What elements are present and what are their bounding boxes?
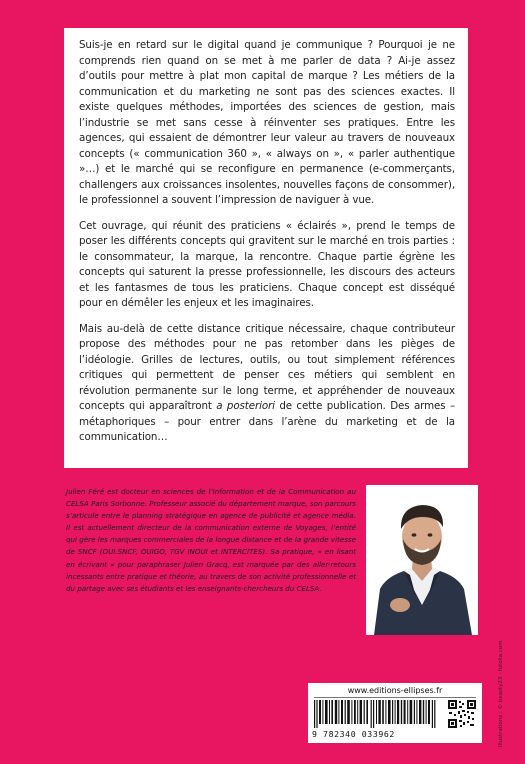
blurb-p3-end: de cette publication. Des armes – métaphoriques – pour entrer dans l’arène du marketing et de la communication…: [79, 400, 455, 443]
isbn-number: 9 782340 033962: [312, 729, 395, 739]
publisher-website: www.editions-ellipses.fr: [347, 686, 443, 695]
illustration-credit: [495, 640, 505, 750]
author-photo: [366, 485, 478, 635]
illustration-credit-text: Illustrations : © beasty23 - fotolia.com: [498, 640, 504, 747]
blurb-paragraph-1: Suis-je en retard sur le digital quand je communique ? Pourquoi je ne comprends rien quand on se met à me parler de data ? Ai-je assez d’outils pour mettre à plat mon capital de marque ? Les métiers de la communication et du marketing ne sont pas des sciences exactes. Il existe quelques méthodes, importées des sciences de gestion, mais l’industrie se met sans cesse à réinventer ses pratiques. Entre les agences, qui essaient de démontrer leur valeur au travers de nouveaux concepts (« communication 360 », « always on », « parler authentique »…) et le marché qui se reconfigure en permanence (e-commerçants, challengers aux croissances insolentes, nouvelles façons de consommer), le professionnel a souvent l’impression de naviguer à vue.: [79, 39, 455, 206]
blurb-panel: [64, 28, 468, 468]
divider: [314, 697, 476, 698]
blurb-paragraph-3: [79, 322, 455, 446]
author-bio: Julien Féré est docteur en sciences de l’Information et de la Communication au CELSA Paris Sorbonne. Professeur associé du département marque, son parcours s’articule entre le planning stratégique en agence de publicité et agence média. Il est actuellement directeur de la communication externe de Voyages, l’entité qui gère les marques commerciales de la longue distance et de la grande vitesse de SNCF (OUI.SNCF, OUIGO, TGV INOUI et INTERCITES). Sa pratique, « en lisant en écrivant » pour paraphraser Julien Gracq, est marquée par des aller-retours incessants entre pratique et théorie, au travers de son activité professionnelle et du partage avec ses étudiants et les enseignants-chercheurs du CELSA.: [66, 487, 356, 593]
blurb-paragraph-2: Cet ouvrage, qui réunit des praticiens « éclairés », prend le temps de poser les différents concepts qui gravitent sur le marché en trois parties : le consommateur, la marque, la rencontre. Chaque partie égrène les concepts qui saturent la presse professionnelle, les discours des acteurs et les fantasmes de tous les praticiens. Chaque concept est disséqué pour en démêler les enjeux et les imaginaires.: [79, 219, 455, 309]
blurb-p3-italic: a posteriori: [216, 400, 275, 412]
isbn-barcode: [314, 700, 442, 728]
blurb-p3-start: Mais au-delà de cette distance critique nécessaire, chaque contributeur propose des méthodes pour ne pas retomber dans les pièges de l’idéologie. Grilles de lectures, outils, ou tout simplement références critiques qui permettent de penser ces métiers qui semblent en révolution permanente sur le long terme, et appréhender de nouveaux concepts qui apparaîtront: [79, 322, 455, 412]
author-portrait-illustration: [366, 485, 478, 635]
qr-code: [448, 700, 476, 728]
author-section: [64, 480, 484, 645]
barcode-box: [308, 683, 482, 743]
